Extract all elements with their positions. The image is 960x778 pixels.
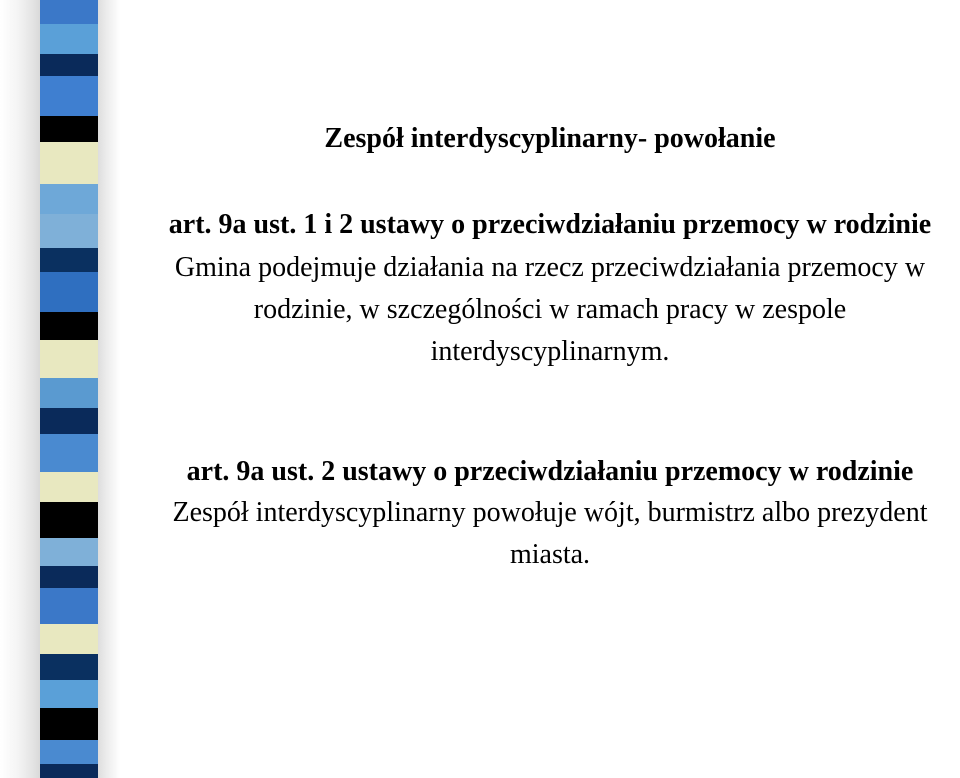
stripe-block xyxy=(40,142,98,184)
stripe-block xyxy=(40,408,98,434)
stripe-block xyxy=(40,184,98,214)
stripe-block xyxy=(40,472,98,502)
decorative-stripe xyxy=(40,0,98,778)
section-1-heading: art. 9a ust. 1 i 2 ustawy o przeciwdziałaniu przemocy w rodzinie xyxy=(168,209,932,240)
stripe-block xyxy=(40,340,98,378)
stripe-block xyxy=(40,654,98,680)
stripe-block xyxy=(40,764,98,778)
stripe-block xyxy=(40,214,98,248)
stripe-block xyxy=(40,538,98,566)
slide-content xyxy=(140,0,960,778)
stripe-block xyxy=(40,680,98,708)
stripe-block xyxy=(40,0,98,24)
stripe-block xyxy=(40,116,98,142)
section-1 xyxy=(140,205,960,373)
stripe-block xyxy=(40,708,98,740)
section-2-heading: art. 9a ust. 2 ustawy o przeciwdziałaniu przemocy w rodzinie xyxy=(186,456,914,487)
stripe-block xyxy=(40,76,98,116)
stripe-block xyxy=(40,312,98,340)
section-2-body: Zespół interdyscyplinarny powołuje wójt, burmistrz albo prezydent miasta. xyxy=(172,497,928,570)
stripe-block xyxy=(40,434,98,472)
stripe-block xyxy=(40,624,98,654)
stripe-block xyxy=(40,54,98,76)
slide-title: Zespół interdyscyplinarny- powołanie xyxy=(324,123,776,154)
stripe-block xyxy=(40,272,98,312)
stripe-block xyxy=(40,566,98,588)
stripe-block xyxy=(40,24,98,54)
stripe-block xyxy=(40,502,98,538)
stripe-block xyxy=(40,740,98,764)
stripe-block xyxy=(40,378,98,408)
section-1-body: Gmina podejmuje działania na rzecz przeciwdziałania przemocy w rodzinie, w szczególności w ramach pracy w zespole interdyscyplinarnym. xyxy=(174,252,926,367)
section-2 xyxy=(140,452,960,576)
stripe-block xyxy=(40,588,98,624)
stripe-block xyxy=(40,248,98,272)
